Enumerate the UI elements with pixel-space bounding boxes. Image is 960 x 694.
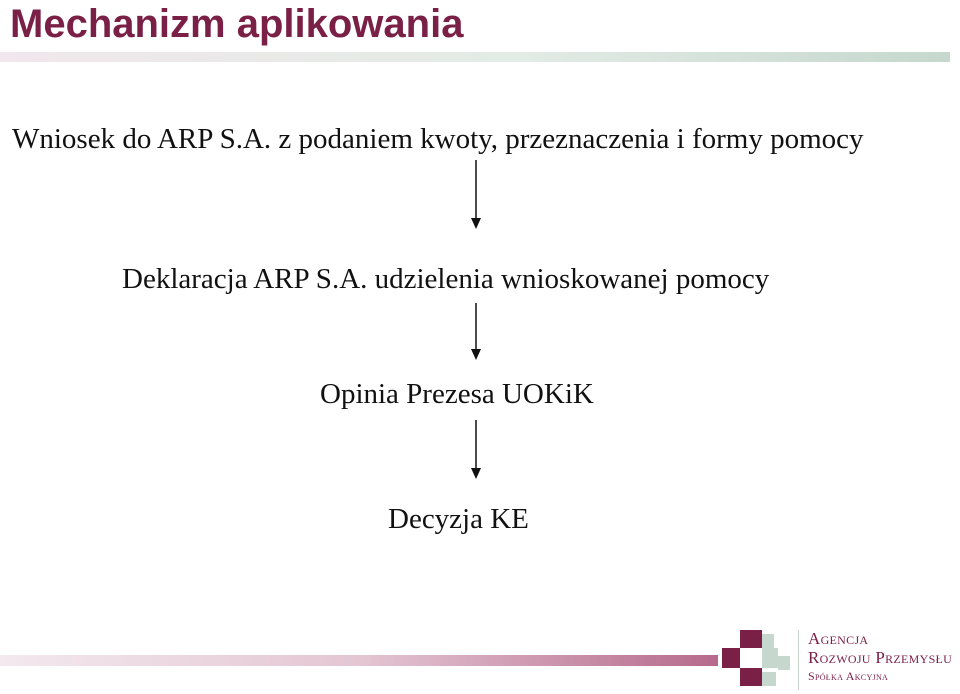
- logo-line-agency: Agencja: [808, 629, 869, 648]
- title-underline-bar: [0, 52, 950, 62]
- footer-bar: [0, 655, 718, 666]
- arp-logo-text: [808, 630, 952, 684]
- logo-line-company: Spółka Akcyjna: [808, 669, 889, 683]
- logo-line-industry: Rozwoju Przemysłu: [808, 648, 953, 667]
- logo-divider: [798, 630, 799, 690]
- flow-step-opinion: Opinia Prezesa UOKiK: [320, 378, 594, 410]
- flow-step-application: Wniosek do ARP S.A. z podaniem kwoty, przeznaczenia i formy pomocy: [12, 123, 864, 155]
- arp-logo-icon: [718, 626, 794, 690]
- arrow-down-icon: [468, 303, 484, 361]
- flow-step-declaration: Deklaracja ARP S.A. udzielenia wnioskowanej pomocy: [122, 263, 770, 295]
- arrow-down-icon: [468, 420, 484, 480]
- flow-step-decision: Decyzja KE: [388, 503, 529, 535]
- page-title: Mechanizm aplikowania: [10, 2, 464, 46]
- arrow-down-icon: [468, 160, 484, 230]
